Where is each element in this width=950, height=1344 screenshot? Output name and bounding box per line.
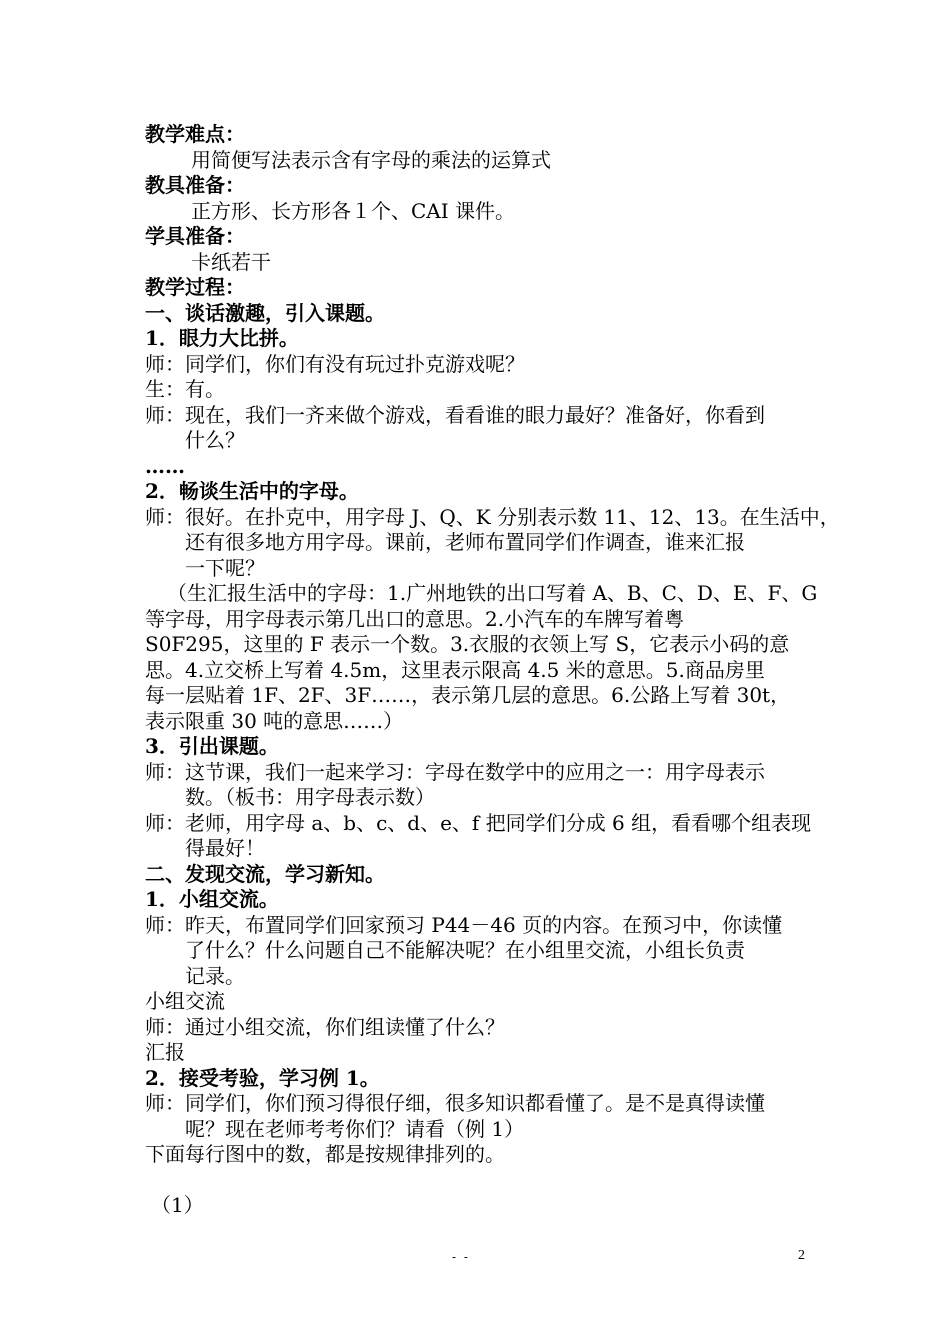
- dialogue-text-line: 同学们，你们预习得很仔细，很多知识都看懂了。是不是真得读懂: [185, 1091, 765, 1115]
- dialogue-line: [145, 760, 810, 811]
- dialogue-text: [185, 403, 810, 454]
- speaker-label: 师：: [145, 1091, 185, 1115]
- dialogue-text: 同学们，你们有没有玩过扑克游戏呢？: [185, 351, 525, 376]
- dialogue-text-line: 一下呢？: [185, 555, 265, 580]
- dialogue-text-line: 了什么？什么问题自己不能解决呢？在小组里交流，小组长负责: [185, 938, 745, 962]
- speaker-label: 师：: [145, 912, 185, 937]
- student-aids-text: 卡纸若干: [191, 249, 271, 274]
- dialogue-text-line: 很好。在扑克中，用字母 J、Q、K 分别表示数 11、12、13。在生活中，: [185, 504, 840, 529]
- paragraph-line: 每一层贴着 1F、2F、3F……，表示第几层的意思。6.公路上写着 30t，: [145, 683, 791, 707]
- dialogue-line: [145, 811, 810, 862]
- dialogue-text: [185, 811, 811, 862]
- speaker-label: 师：: [145, 1014, 185, 1039]
- section-heading-student-aids: 学具准备：: [145, 224, 245, 248]
- dialogue-text: [185, 760, 810, 811]
- dialogue-text-line: 现在，我们一齐来做个游戏，看看谁的眼力最好？准备好，你看到: [185, 402, 765, 427]
- dialogue-text-line: 记录。: [185, 963, 245, 988]
- dialogue-text-line: 什么？: [185, 428, 245, 452]
- paragraph-line: S0F295，这里的 F 表示一个数。3.衣服的衣领上写 S，它表示小码的意: [145, 632, 790, 656]
- activity-note: 汇报: [145, 1040, 185, 1064]
- teaching-aids-text: 正方形、长方形各１个、CAI 课件。: [191, 198, 516, 223]
- dialogue-text-line: 老师，用字母 a、b、c、d、e、f 把同学们分成 6 组，看看哪个组表现: [185, 810, 812, 835]
- sub-heading-3: 3．引出课题。: [145, 734, 279, 758]
- document-body: [145, 122, 840, 1218]
- sub-heading-2: 2．畅谈生活中的字母。: [145, 479, 359, 503]
- dialogue-text-line: 得最好！: [185, 836, 265, 860]
- speaker-label: 师：: [145, 504, 185, 529]
- dialogue-text-line: 这节课，我们一起来学习：字母在数学中的应用之一：用字母表示: [185, 759, 765, 784]
- activity-note: 小组交流: [145, 989, 225, 1013]
- section-heading-teaching-aids: 教具准备：: [145, 173, 245, 197]
- student-report-paragraph: [145, 581, 818, 734]
- section-heading-difficulty: 教学难点：: [145, 122, 245, 146]
- footer-dots: - -: [452, 1250, 470, 1264]
- dialogue-line: [145, 1091, 810, 1142]
- speaker-label: 师：: [145, 351, 185, 376]
- example-intro: 下面每行图中的数，都是按规律排列的。: [145, 1142, 505, 1166]
- page-number: 2: [798, 1248, 805, 1263]
- paragraph-line: 等字母，用字母表示第几出口的意思。2.小汽车的车牌写着粤: [145, 606, 685, 631]
- dialogue-text: 有。: [185, 377, 225, 401]
- dialogue-line: [145, 1015, 810, 1041]
- dialogue-text: 通过小组交流，你们组读懂了什么？: [185, 1014, 505, 1039]
- dialogue-text-line: 还有很多地方用字母。课前，老师布置同学们作调查，谁来汇报: [185, 530, 745, 554]
- ellipsis: ……: [145, 453, 185, 478]
- dialogue-text: [185, 505, 840, 582]
- dialogue-line: [145, 352, 810, 378]
- dialogue-line: [145, 377, 810, 403]
- dialogue-text: [185, 1091, 810, 1142]
- sub-heading-5: 2．接受考验，学习例 1。: [145, 1065, 380, 1090]
- speaker-label: 师：: [145, 759, 185, 784]
- speaker-label: 生：: [145, 377, 185, 401]
- dialogue-text-line: 昨天，布置同学们回家预习 P44－46 页的内容。在预习中，你读懂: [185, 912, 783, 937]
- dialogue-text-line: 数。（板书：用字母表示数）: [185, 785, 435, 809]
- sub-heading-4: 1．小组交流。: [145, 887, 279, 911]
- sub-heading-1: 1．眼力大比拼。: [145, 326, 299, 350]
- dialogue-text-line: 呢？现在老师考考你们？请看（例 1）: [185, 1116, 525, 1141]
- example-number: （1）: [151, 1192, 204, 1217]
- dialogue-line: [145, 403, 810, 454]
- paragraph-line: 表示限重 30 吨的意思……）: [145, 708, 404, 733]
- dialogue-line: [145, 913, 810, 990]
- section-heading-process: 教学过程：: [145, 275, 245, 299]
- dialogue-line: [145, 504, 840, 582]
- paragraph-line: （生汇报生活中的字母：1.广州地铁的出口写着 A、B、C、D、E、F、G: [167, 581, 818, 605]
- difficulty-text: 用简便写法表示含有字母的乘法的运算式: [191, 147, 551, 172]
- dialogue-text: [185, 913, 810, 990]
- part-heading-2: 二、发现交流，学习新知。: [145, 861, 385, 886]
- paragraph-line: 思。4.立交桥上写着 4.5m，这里表示限高 4.5 米的意思。5.商品房里: [145, 657, 765, 682]
- speaker-label: 师：: [145, 402, 185, 427]
- part-heading-1: 一、谈话激趣，引入课题。: [145, 300, 385, 325]
- speaker-label: 师：: [145, 810, 185, 835]
